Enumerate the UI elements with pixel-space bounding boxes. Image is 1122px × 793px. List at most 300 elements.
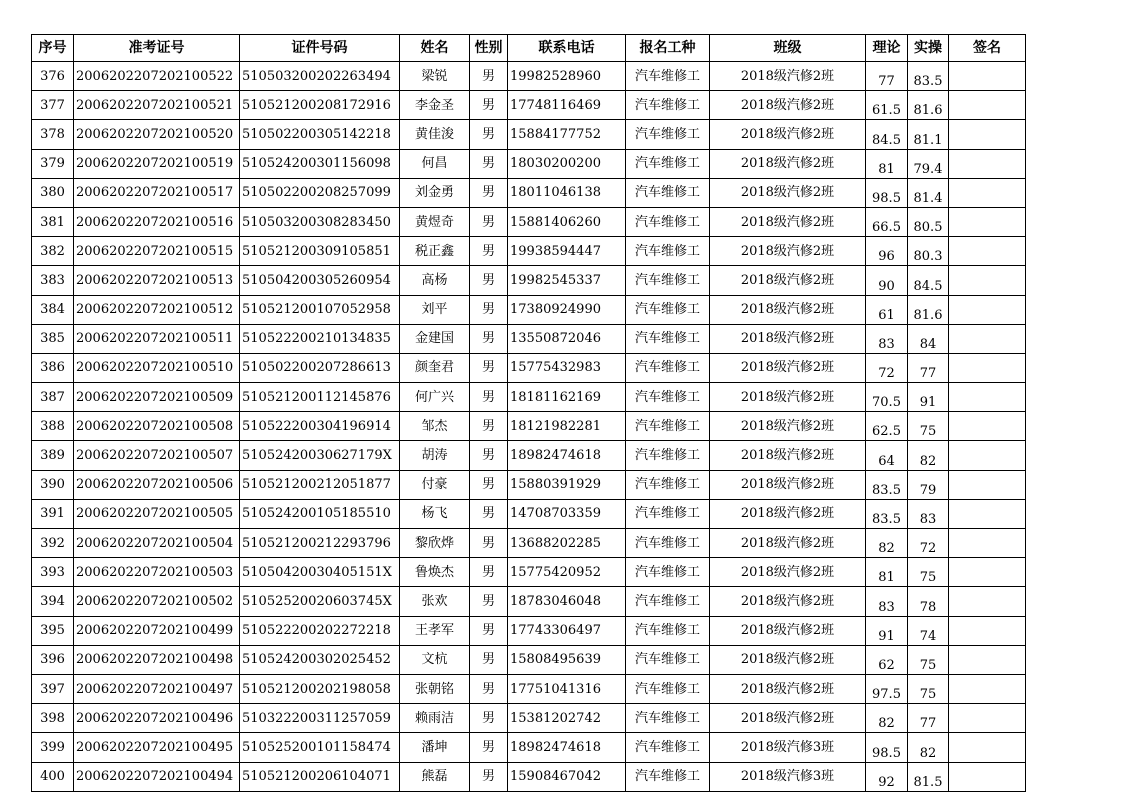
cell-phone: 18121982281 [508, 412, 626, 441]
cell-trade: 汽车维修工 [626, 762, 710, 791]
cell-theory-score: 62 [866, 645, 908, 674]
table-row [32, 324, 1026, 353]
cell-gender: 男 [470, 499, 508, 528]
cell-id-no: 510502200207286613 [240, 353, 400, 382]
cell-seq: 394 [32, 587, 74, 616]
table-row [32, 207, 1026, 236]
cell-seq: 398 [32, 704, 74, 733]
table-row [32, 353, 1026, 382]
header-seq: 序号 [32, 35, 74, 62]
cell-name: 金建国 [400, 324, 470, 353]
cell-phone: 18011046138 [508, 178, 626, 207]
cell-exam-no: 2006202207202100516 [74, 207, 240, 236]
cell-exam-no: 2006202207202100517 [74, 178, 240, 207]
cell-phone: 18982474618 [508, 733, 626, 762]
cell-phone: 17748116469 [508, 91, 626, 120]
cell-exam-no: 2006202207202100507 [74, 441, 240, 470]
cell-class: 2018级汽修2班 [710, 353, 866, 382]
cell-signature [949, 178, 1026, 207]
cell-signature [949, 295, 1026, 324]
cell-id-no: 51052520020603745X [240, 587, 400, 616]
cell-id-no: 510525200101158474 [240, 733, 400, 762]
header-gender: 性别 [470, 35, 508, 62]
cell-class: 2018级汽修2班 [710, 383, 866, 412]
cell-signature [949, 733, 1026, 762]
cell-practice-score: 81.6 [908, 295, 949, 324]
cell-exam-no: 2006202207202100512 [74, 295, 240, 324]
cell-id-no: 51050420030405151X [240, 558, 400, 587]
cell-seq: 391 [32, 499, 74, 528]
cell-signature [949, 383, 1026, 412]
table-row [32, 558, 1026, 587]
cell-id-no: 510503200308283450 [240, 207, 400, 236]
cell-id-no: 510504200305260954 [240, 266, 400, 295]
cell-id-no: 510524200302025452 [240, 645, 400, 674]
header-practice: 实操 [908, 35, 949, 62]
cell-phone: 17751041316 [508, 674, 626, 703]
cell-class: 2018级汽修2班 [710, 324, 866, 353]
cell-seq: 395 [32, 616, 74, 645]
cell-practice-score: 75 [908, 558, 949, 587]
cell-name: 张欢 [400, 587, 470, 616]
cell-class: 2018级汽修2班 [710, 412, 866, 441]
roster-table [31, 34, 1026, 792]
cell-id-no: 510521200202198058 [240, 674, 400, 703]
cell-seq: 385 [32, 324, 74, 353]
cell-exam-no: 2006202207202100522 [74, 62, 240, 91]
cell-practice-score: 84 [908, 324, 949, 353]
cell-trade: 汽车维修工 [626, 149, 710, 178]
cell-practice-score: 80.5 [908, 207, 949, 236]
cell-class: 2018级汽修2班 [710, 529, 866, 558]
cell-theory-score: 82 [866, 704, 908, 733]
cell-practice-score: 81.5 [908, 762, 949, 791]
table-row [32, 645, 1026, 674]
cell-seq: 381 [32, 207, 74, 236]
cell-trade: 汽车维修工 [626, 587, 710, 616]
cell-trade: 汽车维修工 [626, 558, 710, 587]
cell-phone: 14708703359 [508, 499, 626, 528]
cell-name: 黄煜奇 [400, 207, 470, 236]
cell-theory-score: 84.5 [866, 120, 908, 149]
cell-signature [949, 441, 1026, 470]
cell-trade: 汽车维修工 [626, 295, 710, 324]
cell-trade: 汽车维修工 [626, 237, 710, 266]
cell-id-no: 510502200305142218 [240, 120, 400, 149]
cell-theory-score: 91 [866, 616, 908, 645]
cell-exam-no: 2006202207202100513 [74, 266, 240, 295]
cell-gender: 男 [470, 587, 508, 616]
cell-name: 黎欣烨 [400, 529, 470, 558]
cell-id-no: 510522200202272218 [240, 616, 400, 645]
cell-signature [949, 762, 1026, 791]
cell-trade: 汽车维修工 [626, 120, 710, 149]
cell-practice-score: 83 [908, 499, 949, 528]
cell-trade: 汽车维修工 [626, 645, 710, 674]
cell-phone: 15881406260 [508, 207, 626, 236]
table-row [32, 674, 1026, 703]
cell-practice-score: 91 [908, 383, 949, 412]
cell-signature [949, 674, 1026, 703]
cell-gender: 男 [470, 529, 508, 558]
cell-practice-score: 78 [908, 587, 949, 616]
cell-trade: 汽车维修工 [626, 704, 710, 733]
cell-gender: 男 [470, 383, 508, 412]
header-signature: 签名 [949, 35, 1026, 62]
cell-id-no: 510524200301156098 [240, 149, 400, 178]
cell-name: 王孝军 [400, 616, 470, 645]
cell-exam-no: 2006202207202100495 [74, 733, 240, 762]
cell-exam-no: 2006202207202100502 [74, 587, 240, 616]
cell-name: 梁锐 [400, 62, 470, 91]
cell-theory-score: 72 [866, 353, 908, 382]
cell-practice-score: 77 [908, 353, 949, 382]
cell-phone: 15884177752 [508, 120, 626, 149]
cell-exam-no: 2006202207202100521 [74, 91, 240, 120]
cell-seq: 383 [32, 266, 74, 295]
table-row [32, 412, 1026, 441]
cell-phone: 17743306497 [508, 616, 626, 645]
cell-class: 2018级汽修2班 [710, 499, 866, 528]
cell-phone: 13550872046 [508, 324, 626, 353]
cell-seq: 390 [32, 470, 74, 499]
cell-name: 何昌 [400, 149, 470, 178]
cell-gender: 男 [470, 353, 508, 382]
cell-id-no: 51052420030627179X [240, 441, 400, 470]
cell-signature [949, 645, 1026, 674]
cell-theory-score: 82 [866, 529, 908, 558]
table-row [32, 470, 1026, 499]
cell-phone: 15381202742 [508, 704, 626, 733]
cell-signature [949, 91, 1026, 120]
cell-seq: 399 [32, 733, 74, 762]
cell-signature [949, 558, 1026, 587]
cell-gender: 男 [470, 674, 508, 703]
cell-practice-score: 83.5 [908, 62, 949, 91]
cell-class: 2018级汽修2班 [710, 645, 866, 674]
cell-exam-no: 2006202207202100509 [74, 383, 240, 412]
table-row [32, 704, 1026, 733]
cell-theory-score: 70.5 [866, 383, 908, 412]
cell-exam-no: 2006202207202100511 [74, 324, 240, 353]
cell-exam-no: 2006202207202100494 [74, 762, 240, 791]
table-row [32, 499, 1026, 528]
cell-gender: 男 [470, 266, 508, 295]
cell-gender: 男 [470, 616, 508, 645]
cell-theory-score: 83 [866, 587, 908, 616]
cell-class: 2018级汽修2班 [710, 616, 866, 645]
cell-seq: 388 [32, 412, 74, 441]
cell-seq: 378 [32, 120, 74, 149]
header-id-no: 证件号码 [240, 35, 400, 62]
cell-trade: 汽车维修工 [626, 733, 710, 762]
cell-class: 2018级汽修2班 [710, 120, 866, 149]
cell-phone: 15775420952 [508, 558, 626, 587]
cell-id-no: 510521200212051877 [240, 470, 400, 499]
cell-phone: 18982474618 [508, 441, 626, 470]
header-name: 姓名 [400, 35, 470, 62]
cell-id-no: 510521200112145876 [240, 383, 400, 412]
cell-theory-score: 90 [866, 266, 908, 295]
cell-practice-score: 75 [908, 645, 949, 674]
cell-class: 2018级汽修2班 [710, 207, 866, 236]
cell-phone: 19982545337 [508, 266, 626, 295]
cell-class: 2018级汽修2班 [710, 62, 866, 91]
cell-signature [949, 120, 1026, 149]
cell-exam-no: 2006202207202100515 [74, 237, 240, 266]
cell-name: 熊磊 [400, 762, 470, 791]
cell-class: 2018级汽修2班 [710, 149, 866, 178]
cell-trade: 汽车维修工 [626, 324, 710, 353]
cell-gender: 男 [470, 704, 508, 733]
cell-trade: 汽车维修工 [626, 266, 710, 295]
cell-phone: 13688202285 [508, 529, 626, 558]
cell-signature [949, 324, 1026, 353]
table-row [32, 762, 1026, 791]
cell-exam-no: 2006202207202100508 [74, 412, 240, 441]
cell-phone: 18030200200 [508, 149, 626, 178]
cell-id-no: 510524200105185510 [240, 499, 400, 528]
cell-name: 胡涛 [400, 441, 470, 470]
cell-practice-score: 75 [908, 412, 949, 441]
cell-seq: 376 [32, 62, 74, 91]
cell-seq: 392 [32, 529, 74, 558]
cell-class: 2018级汽修2班 [710, 295, 866, 324]
cell-class: 2018级汽修3班 [710, 762, 866, 791]
cell-practice-score: 72 [908, 529, 949, 558]
cell-trade: 汽车维修工 [626, 470, 710, 499]
cell-signature [949, 499, 1026, 528]
cell-id-no: 510521200107052958 [240, 295, 400, 324]
cell-exam-no: 2006202207202100499 [74, 616, 240, 645]
cell-practice-score: 81.4 [908, 178, 949, 207]
cell-phone: 18783046048 [508, 587, 626, 616]
cell-theory-score: 96 [866, 237, 908, 266]
cell-name: 付豪 [400, 470, 470, 499]
table-row [32, 62, 1026, 91]
cell-gender: 男 [470, 207, 508, 236]
cell-gender: 男 [470, 91, 508, 120]
cell-id-no: 510322200311257059 [240, 704, 400, 733]
table-row [32, 237, 1026, 266]
cell-practice-score: 79 [908, 470, 949, 499]
cell-id-no: 510502200208257099 [240, 178, 400, 207]
cell-id-no: 510503200202263494 [240, 62, 400, 91]
cell-seq: 389 [32, 441, 74, 470]
cell-gender: 男 [470, 645, 508, 674]
cell-trade: 汽车维修工 [626, 616, 710, 645]
cell-theory-score: 97.5 [866, 674, 908, 703]
cell-theory-score: 77 [866, 62, 908, 91]
cell-theory-score: 61.5 [866, 91, 908, 120]
cell-signature [949, 207, 1026, 236]
cell-theory-score: 83 [866, 324, 908, 353]
cell-id-no: 510522200210134835 [240, 324, 400, 353]
cell-exam-no: 2006202207202100510 [74, 353, 240, 382]
cell-theory-score: 81 [866, 149, 908, 178]
cell-id-no: 510521200208172916 [240, 91, 400, 120]
cell-seq: 397 [32, 674, 74, 703]
cell-name: 黄佳浚 [400, 120, 470, 149]
cell-theory-score: 62.5 [866, 412, 908, 441]
cell-name: 潘坤 [400, 733, 470, 762]
cell-seq: 377 [32, 91, 74, 120]
cell-theory-score: 64 [866, 441, 908, 470]
cell-gender: 男 [470, 178, 508, 207]
header-trade: 报名工种 [626, 35, 710, 62]
cell-seq: 400 [32, 762, 74, 791]
cell-name: 赖雨洁 [400, 704, 470, 733]
cell-theory-score: 83.5 [866, 499, 908, 528]
cell-trade: 汽车维修工 [626, 207, 710, 236]
cell-name: 颜奎君 [400, 353, 470, 382]
cell-name: 刘平 [400, 295, 470, 324]
cell-practice-score: 79.4 [908, 149, 949, 178]
cell-exam-no: 2006202207202100503 [74, 558, 240, 587]
cell-exam-no: 2006202207202100505 [74, 499, 240, 528]
cell-gender: 男 [470, 149, 508, 178]
cell-signature [949, 470, 1026, 499]
table-row [32, 120, 1026, 149]
header-theory: 理论 [866, 35, 908, 62]
cell-practice-score: 80.3 [908, 237, 949, 266]
cell-signature [949, 704, 1026, 733]
table-row [32, 91, 1026, 120]
cell-seq: 387 [32, 383, 74, 412]
table-row [32, 178, 1026, 207]
cell-phone: 18181162169 [508, 383, 626, 412]
cell-gender: 男 [470, 120, 508, 149]
cell-exam-no: 2006202207202100519 [74, 149, 240, 178]
table-row [32, 616, 1026, 645]
table-row [32, 441, 1026, 470]
table-row [32, 266, 1026, 295]
header-row [32, 35, 1026, 62]
cell-gender: 男 [470, 762, 508, 791]
cell-practice-score: 74 [908, 616, 949, 645]
table-row [32, 529, 1026, 558]
cell-gender: 男 [470, 470, 508, 499]
cell-trade: 汽车维修工 [626, 178, 710, 207]
cell-class: 2018级汽修2班 [710, 674, 866, 703]
cell-theory-score: 92 [866, 762, 908, 791]
cell-seq: 396 [32, 645, 74, 674]
table-row [32, 587, 1026, 616]
table-row [32, 383, 1026, 412]
cell-exam-no: 2006202207202100496 [74, 704, 240, 733]
cell-practice-score: 81.6 [908, 91, 949, 120]
cell-theory-score: 98.5 [866, 733, 908, 762]
cell-id-no: 510522200304196914 [240, 412, 400, 441]
cell-class: 2018级汽修2班 [710, 441, 866, 470]
cell-class: 2018级汽修2班 [710, 704, 866, 733]
cell-trade: 汽车维修工 [626, 383, 710, 412]
cell-theory-score: 83.5 [866, 470, 908, 499]
cell-gender: 男 [470, 295, 508, 324]
cell-name: 文杭 [400, 645, 470, 674]
cell-phone: 19982528960 [508, 62, 626, 91]
cell-practice-score: 81.1 [908, 120, 949, 149]
cell-gender: 男 [470, 441, 508, 470]
cell-theory-score: 66.5 [866, 207, 908, 236]
cell-phone: 15808495639 [508, 645, 626, 674]
cell-trade: 汽车维修工 [626, 674, 710, 703]
cell-name: 张朝铭 [400, 674, 470, 703]
cell-class: 2018级汽修2班 [710, 178, 866, 207]
header-class: 班级 [710, 35, 866, 62]
cell-class: 2018级汽修2班 [710, 266, 866, 295]
cell-class: 2018级汽修2班 [710, 91, 866, 120]
cell-exam-no: 2006202207202100504 [74, 529, 240, 558]
cell-phone: 15880391929 [508, 470, 626, 499]
cell-trade: 汽车维修工 [626, 353, 710, 382]
cell-name: 杨飞 [400, 499, 470, 528]
cell-theory-score: 81 [866, 558, 908, 587]
cell-trade: 汽车维修工 [626, 499, 710, 528]
cell-exam-no: 2006202207202100506 [74, 470, 240, 499]
cell-trade: 汽车维修工 [626, 62, 710, 91]
cell-practice-score: 84.5 [908, 266, 949, 295]
cell-name: 何广兴 [400, 383, 470, 412]
cell-theory-score: 61 [866, 295, 908, 324]
cell-signature [949, 266, 1026, 295]
cell-gender: 男 [470, 733, 508, 762]
cell-seq: 382 [32, 237, 74, 266]
cell-practice-score: 75 [908, 674, 949, 703]
table-row [32, 149, 1026, 178]
cell-phone: 17380924990 [508, 295, 626, 324]
cell-signature [949, 62, 1026, 91]
cell-exam-no: 2006202207202100497 [74, 674, 240, 703]
cell-trade: 汽车维修工 [626, 91, 710, 120]
cell-name: 邹杰 [400, 412, 470, 441]
cell-seq: 379 [32, 149, 74, 178]
cell-seq: 386 [32, 353, 74, 382]
cell-gender: 男 [470, 558, 508, 587]
cell-seq: 380 [32, 178, 74, 207]
cell-signature [949, 412, 1026, 441]
cell-name: 刘金勇 [400, 178, 470, 207]
cell-practice-score: 77 [908, 704, 949, 733]
cell-name: 税正鑫 [400, 237, 470, 266]
cell-theory-score: 98.5 [866, 178, 908, 207]
cell-phone: 15775432983 [508, 353, 626, 382]
cell-exam-no: 2006202207202100520 [74, 120, 240, 149]
cell-signature [949, 616, 1026, 645]
cell-exam-no: 2006202207202100498 [74, 645, 240, 674]
cell-signature [949, 529, 1026, 558]
cell-class: 2018级汽修2班 [710, 587, 866, 616]
cell-trade: 汽车维修工 [626, 412, 710, 441]
cell-name: 李金圣 [400, 91, 470, 120]
cell-class: 2018级汽修3班 [710, 733, 866, 762]
table-row [32, 295, 1026, 324]
cell-seq: 384 [32, 295, 74, 324]
header-exam-no: 准考证号 [74, 35, 240, 62]
cell-practice-score: 82 [908, 441, 949, 470]
cell-class: 2018级汽修2班 [710, 558, 866, 587]
cell-id-no: 510521200212293796 [240, 529, 400, 558]
cell-practice-score: 82 [908, 733, 949, 762]
cell-signature [949, 149, 1026, 178]
cell-phone: 19938594447 [508, 237, 626, 266]
cell-gender: 男 [470, 324, 508, 353]
cell-class: 2018级汽修2班 [710, 237, 866, 266]
cell-signature [949, 353, 1026, 382]
cell-name: 鲁焕杰 [400, 558, 470, 587]
cell-trade: 汽车维修工 [626, 529, 710, 558]
cell-trade: 汽车维修工 [626, 441, 710, 470]
